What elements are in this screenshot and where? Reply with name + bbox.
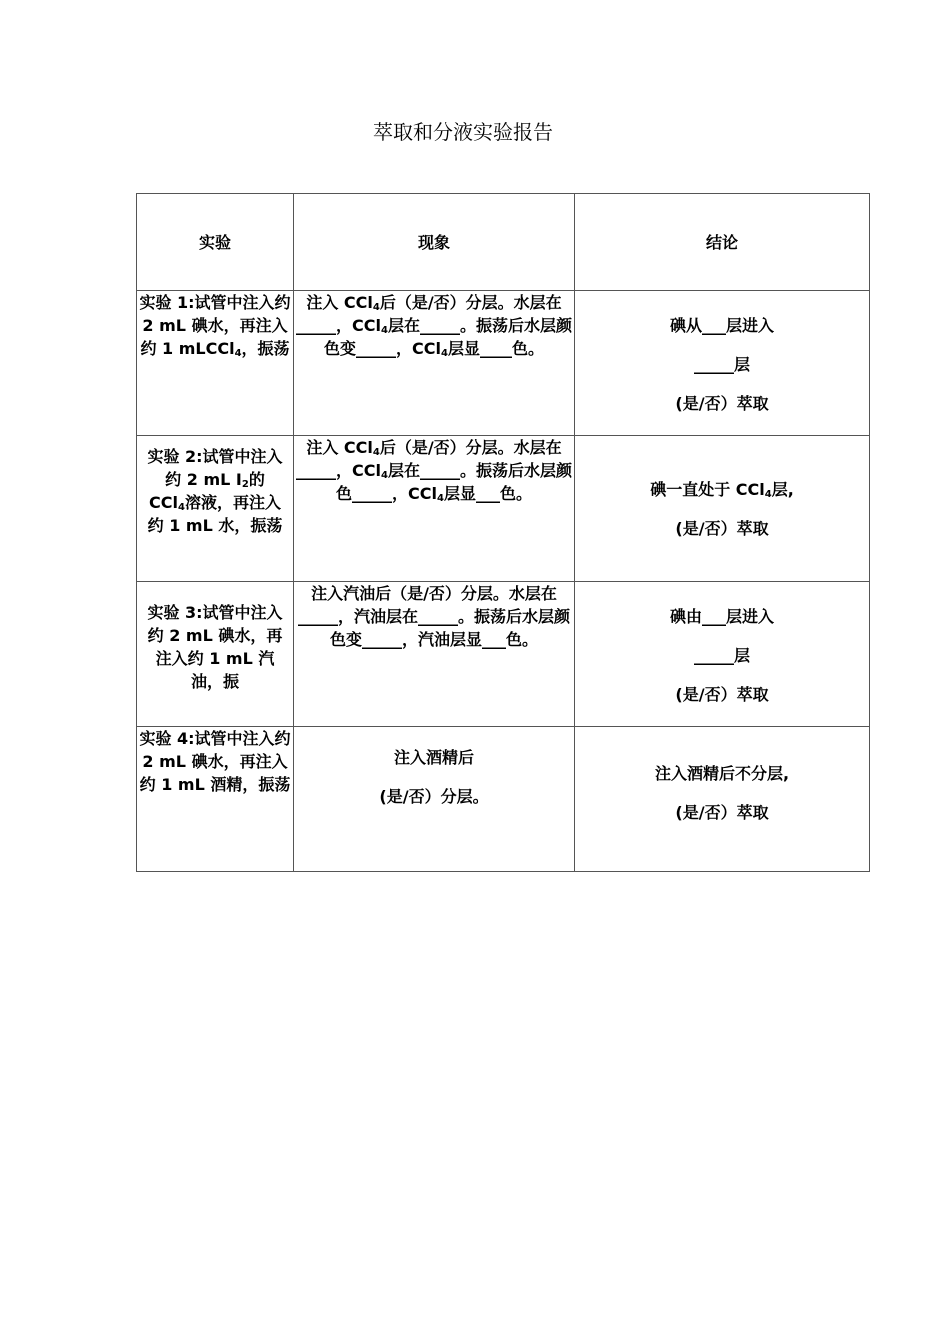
conclusion-cell: 碘从___层进入 _____层 (是/否）萃取 (575, 291, 870, 436)
table-row (137, 727, 870, 872)
table-row (137, 436, 870, 582)
experiment-report-table (136, 193, 870, 872)
header-phenomenon: 现象 (294, 194, 575, 291)
experiment-cell: 实验 3:试管中注入约 2 mL 碘水，再注入约 1 mL 汽油，振 (137, 582, 294, 727)
table-row (137, 291, 870, 436)
experiment-cell: 实验 4:试管中注入约 2 mL 碘水，再注入约 1 mL 酒精，振荡 (137, 727, 294, 872)
phenomenon-cell: 注入汽油后（是/否）分层。水层在_____，汽油层在_____。振荡后水层颜色变_____，汽油层显___色。 (294, 582, 575, 727)
conclusion-cell: 碘一直处于 CCl$_4$层, (是/否）萃取 (575, 436, 870, 582)
conclusion-cell: 碘由___层进入 _____层 (是/否）萃取 (575, 582, 870, 727)
phenomenon-cell: 注入 CCl$_4$后（是/否）分层。水层在_____，CCl$_4$层在_____。振荡后水层颜色_____，CCl$_4$层显___色。 (294, 436, 575, 582)
table-header-row (137, 194, 870, 291)
experiment-cell: 实验 1:试管中注入约 2 mL 碘水，再注入约 1 mLCCl$_4$，振荡 (137, 291, 294, 436)
phenomenon-cell: 注入酒精后 (是/否）分层。 (294, 727, 575, 872)
phenomenon-cell: 注入 CCl$_4$后（是/否）分层。水层在_____，CCl$_4$层在_____。振荡后水层颜色变_____，CCl$_4$层显____色。 (294, 291, 575, 436)
conclusion-cell: 注入酒精后不分层, (是/否）萃取 (575, 727, 870, 872)
table-row (137, 582, 870, 727)
header-conclusion: 结论 (575, 194, 870, 291)
experiment-cell: 实验 2:试管中注入约 2 mL $I_2$的 CCl$_4$溶液，再注入约 1 mL 水，振荡 (137, 436, 294, 582)
page-title: 萃取和分液实验报告 (373, 120, 553, 144)
header-experiment: 实验 (137, 194, 294, 291)
